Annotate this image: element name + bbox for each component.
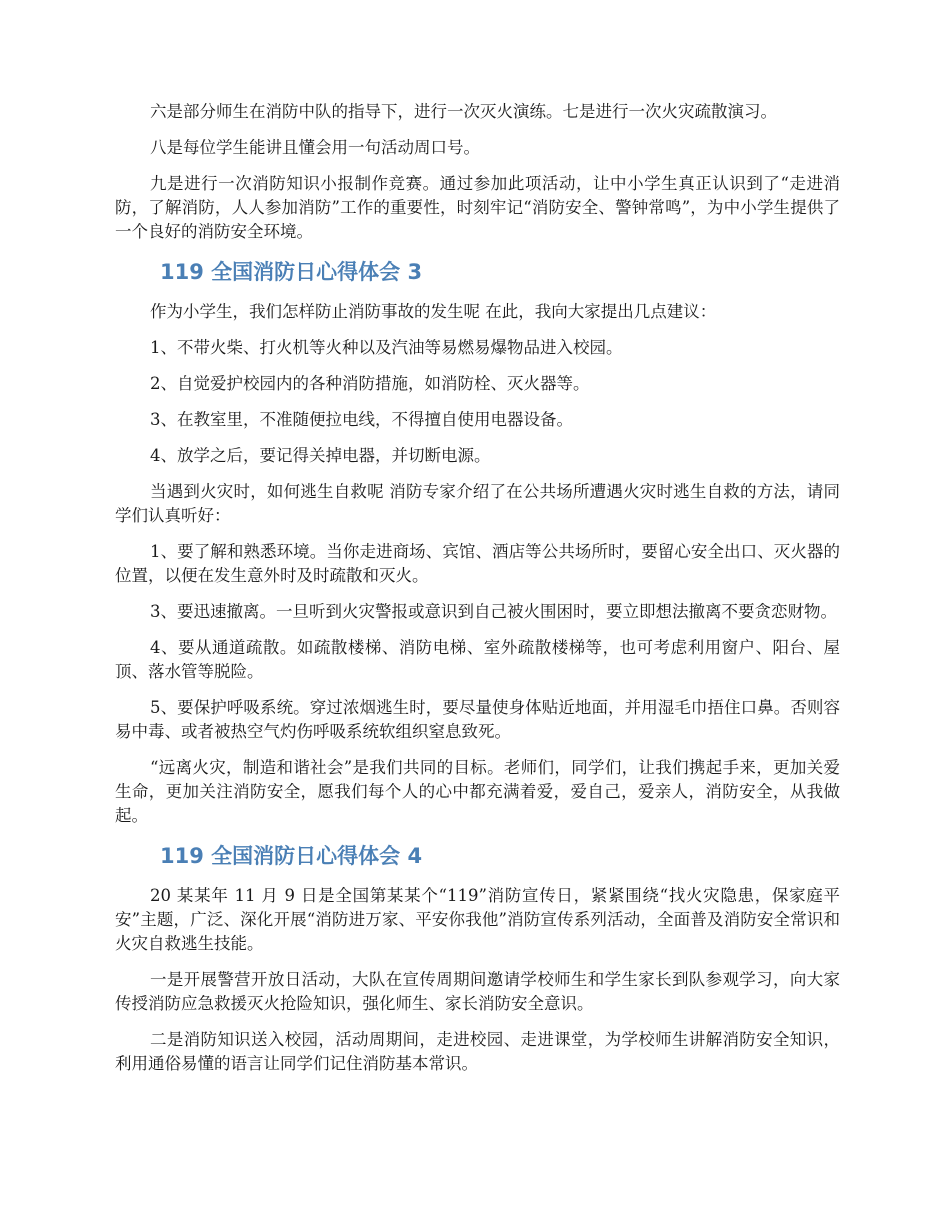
paragraph: “远离火灾，制造和谐社会”是我们共同的目标。老师们，同学们，让我们携起手来，更加关爱生命，更加关注消防安全，愿我们每个人的心中都充满着爱，爱自己，爱亲人，消防安全，从我做起。 [115, 758, 840, 825]
list-item: 1、要了解和熟悉环境。当你走进商场、宾馆、酒店等公共场所时，要留心安全出口、灭火器的位置，以便在发生意外时及时疏散和灭火。 [115, 542, 840, 585]
paragraph: 20 某某年 11 月 9 日是全国第某某个“119”消防宣传日，紧紧围绕“找火灾隐患，保家庭平安”主题，广泛、深化开展“消防进万家、平安你我他”消防宣传系列活动，全面普及消防安全常识和火灾自救逃生技能。 [115, 886, 840, 953]
list-item: 4、要从通道疏散。如疏散楼梯、消防电梯、室外疏散楼梯等，也可考虑利用窗户、阳台、屋顶、落水管等脱险。 [115, 638, 840, 681]
paragraph: 二是消防知识送入校园，活动周期间，走进校园、走进课堂，为学校师生讲解消防安全知识，利用通俗易懂的语言让同学们记住消防基本常识。 [115, 1030, 840, 1073]
document-page [115, 100, 840, 1088]
list-item: 3、要迅速撤离。一旦听到火灾警报或意识到自己被火围困时，要立即想法撤离不要贪恋财物。 [150, 602, 837, 621]
paragraph: 八是每位学生能讲且懂会用一句活动周口号。 [150, 138, 480, 157]
list-item: 2、自觉爱护校园内的各种消防措施，如消防栓、灭火器等。 [150, 374, 590, 393]
list-item: 4、放学之后，要记得关掉电器，并切断电源。 [150, 446, 491, 465]
list-item: 5、要保护呼吸系统。穿过浓烟逃生时，要尽量使身体贴近地面，并用湿毛巾捂住口鼻。否则容易中毒、或者被热空气灼伤呼吸系统软组织窒息致死。 [115, 698, 840, 741]
list-item: 3、在教室里，不准随便拉电线，不得擅自使用电器设备。 [150, 410, 573, 429]
paragraph: 当遇到火灾时，如何逃生自救呢 消防专家介绍了在公共场所遭遇火灾时逃生自救的方法，请同学们认真听好： [115, 482, 840, 525]
paragraph: 九是进行一次消防知识小报制作竞赛。通过参加此项活动，让中小学生真正认识到了“走进消防，了解消防，人人参加消防”工作的重要性，时刻牢记“消防安全、警钟常鸣”，为中小学生提供了一个良好的消防安全环境。 [115, 174, 840, 241]
paragraph: 一是开展警营开放日活动，大队在宣传周期间邀请学校师生和学生家长到队参观学习，向大家传授消防应急救援灭火抢险知识，强化师生、家长消防安全意识。 [115, 970, 840, 1013]
list-item: 1、不带火柴、打火机等火种以及汽油等易燃易爆物品进入校园。 [150, 338, 623, 357]
paragraph: 六是部分师生在消防中队的指导下，进行一次灭火演练。七是进行一次火灾疏散演习。 [150, 102, 777, 121]
paragraph: 作为小学生，我们怎样防止消防事故的发生呢 在此，我向大家提出几点建议： [150, 302, 717, 321]
section-heading-4: 119 全国消防日心得体会 4 [160, 844, 423, 868]
section-heading-3: 119 全国消防日心得体会 3 [160, 260, 423, 284]
